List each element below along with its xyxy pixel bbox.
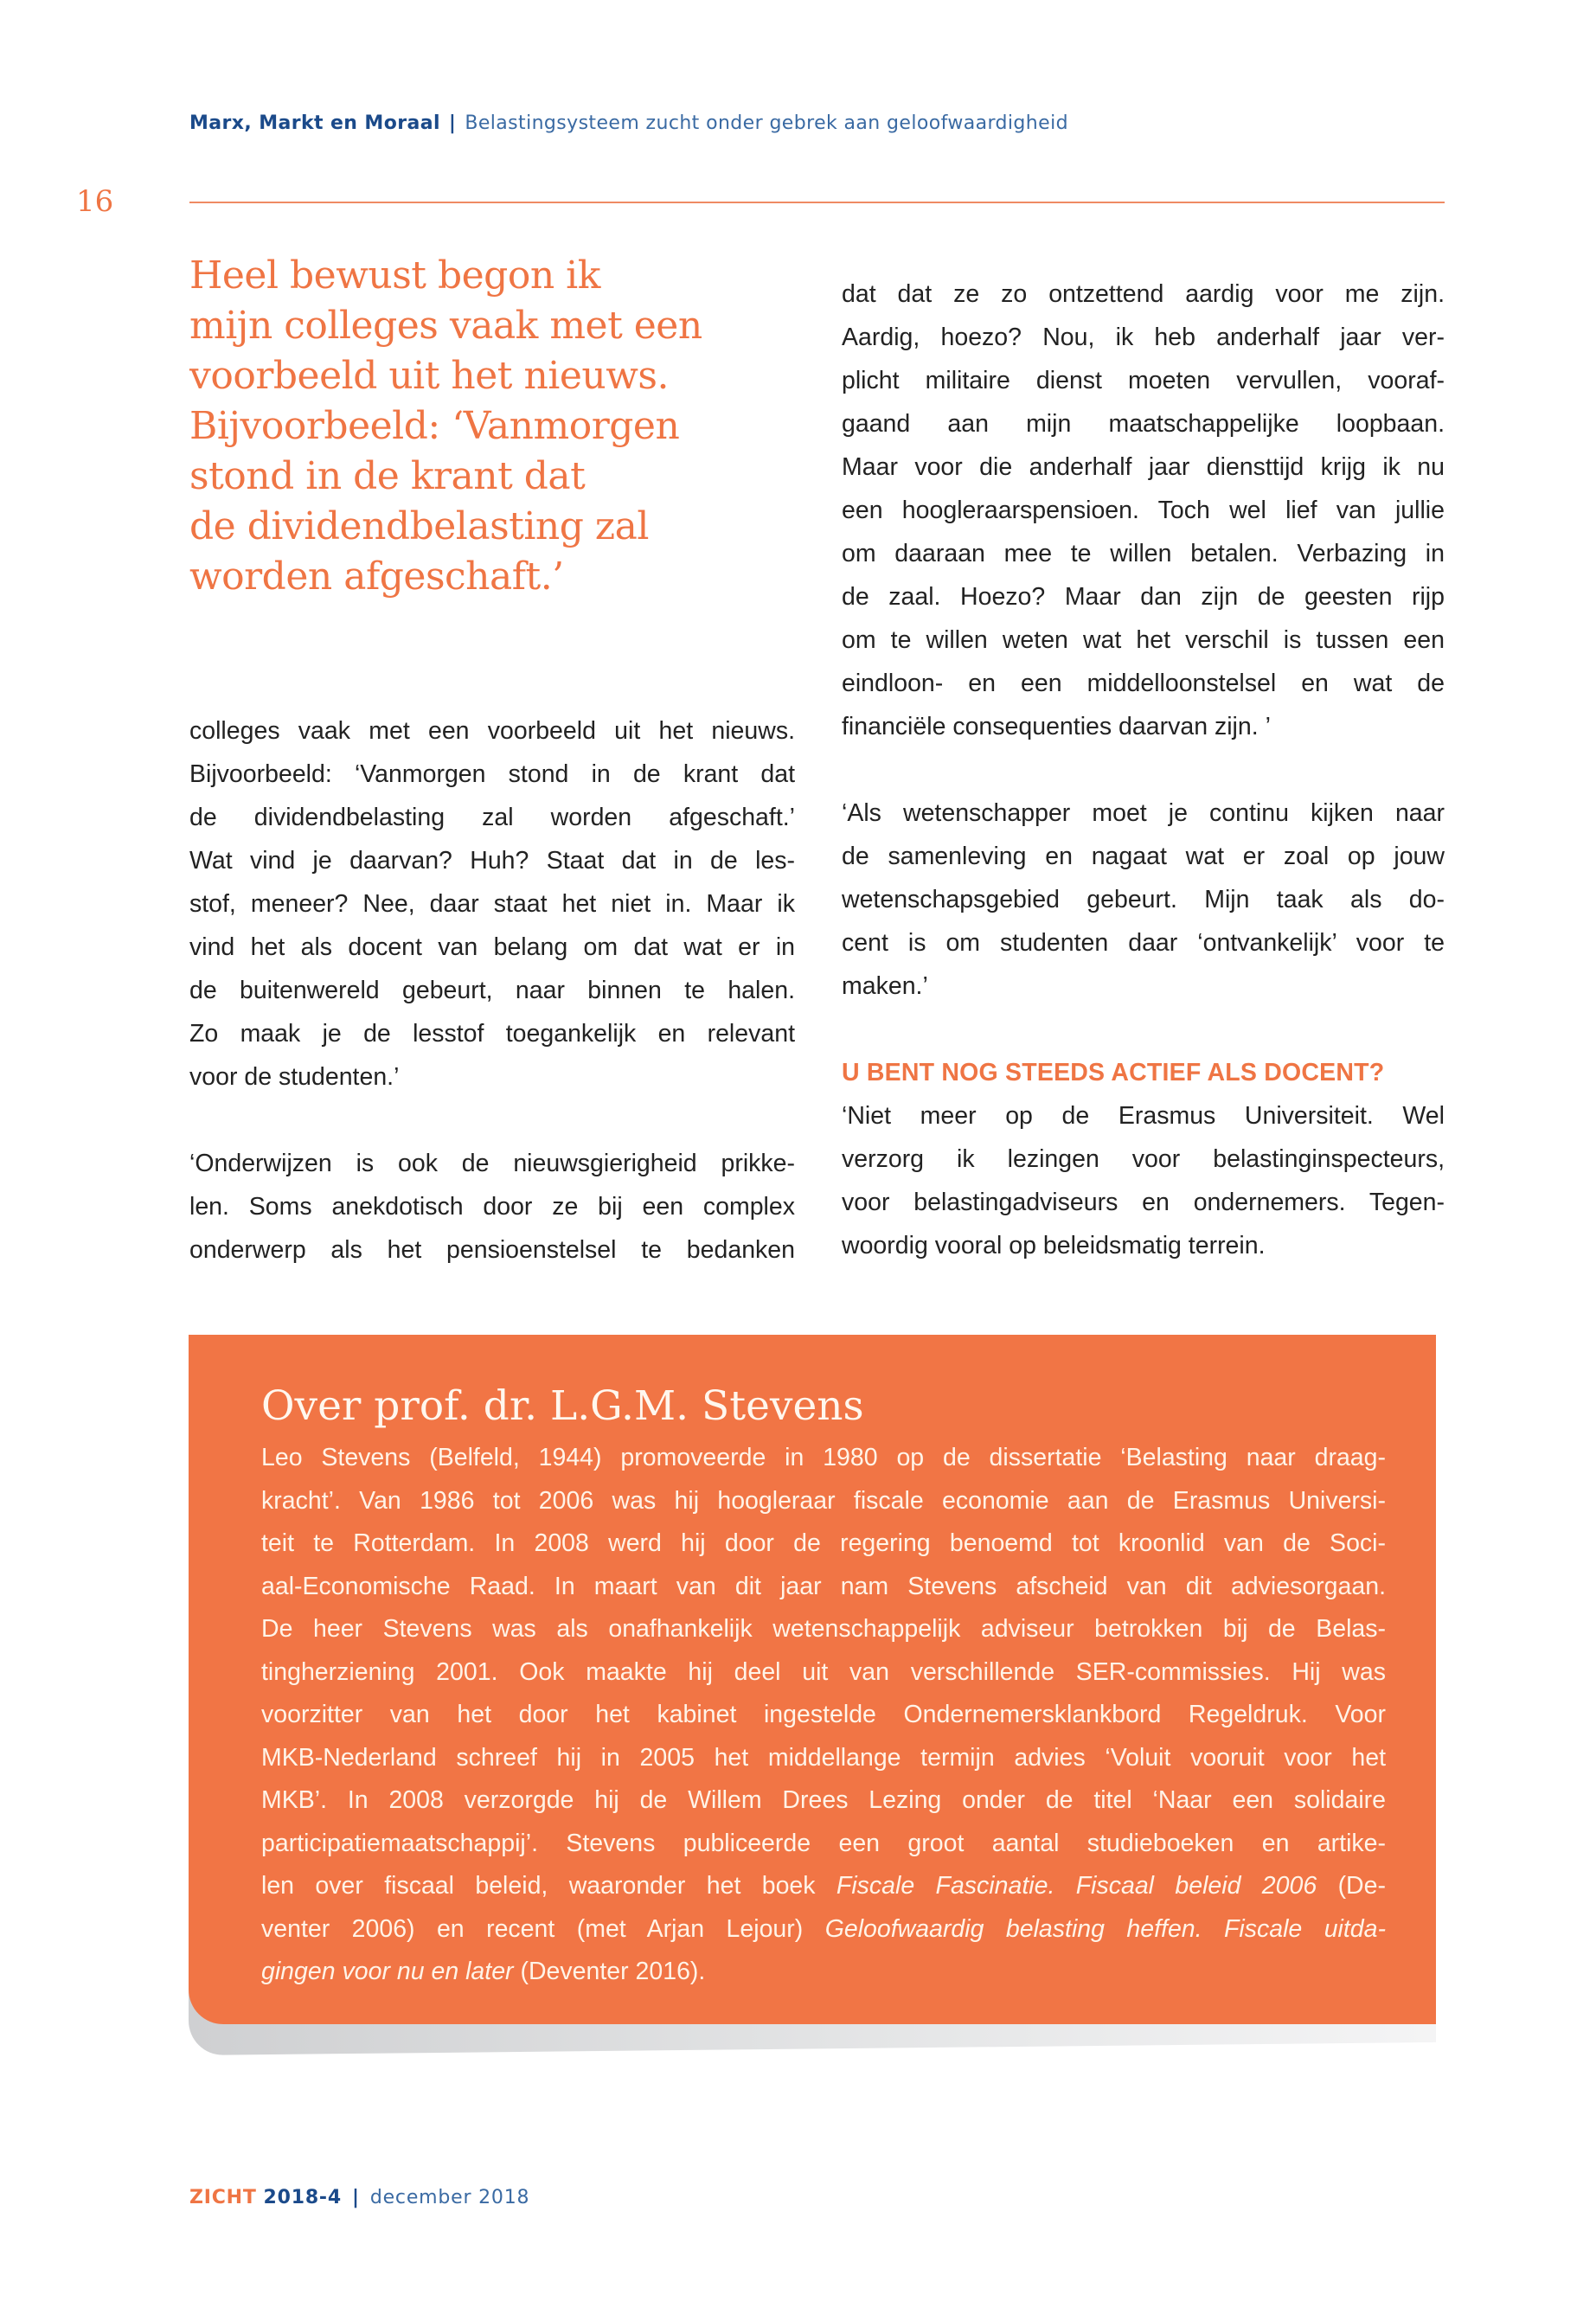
bio-line: De heer Stevens was als onafhankelijk wetenschappelijk adviseur betrokken bij de Belas- bbox=[261, 1615, 1386, 1643]
header-separator: | bbox=[448, 112, 457, 134]
bio-line bbox=[261, 1865, 1386, 1908]
text-line: ‘Als wetenschapper moet je continu kijken naar bbox=[842, 799, 1445, 827]
bio-line: voorzitter van het door het kabinet ingestelde Ondernemersklankbord Regeldruk. Voor bbox=[261, 1701, 1386, 1728]
pull-quote-line: de dividendbelasting zal bbox=[189, 504, 649, 548]
text-line: maken.’ bbox=[842, 972, 928, 1000]
text-line: woordig vooral op beleidsmatig terrein. bbox=[842, 1232, 1266, 1259]
bio-box bbox=[189, 1335, 1436, 2024]
text-line: eindloon- en een middelloonstelsel en wat de bbox=[842, 670, 1445, 697]
text-line: ‘Niet meer op de Erasmus Universiteit. Wel bbox=[842, 1102, 1445, 1130]
pull-quote bbox=[189, 251, 778, 602]
bio-line bbox=[261, 1951, 1386, 1994]
bio-line bbox=[261, 1908, 1386, 1952]
right-text-column bbox=[842, 272, 1445, 1267]
text-line: plicht militaire dienst moeten vervullen, vooraf- bbox=[842, 367, 1445, 394]
magazine-name: ZICHT bbox=[189, 2187, 257, 2208]
article-subtitle: Belastingsysteem zucht onder gebrek aan geloofwaardigheid bbox=[465, 112, 1068, 134]
text-line: dat dat ze zo ontzettend aardig voor me zijn. bbox=[842, 280, 1445, 308]
bio-text bbox=[261, 1437, 1386, 1994]
body-paragraph bbox=[842, 1094, 1445, 1267]
text-line: cent is om studenten daar ‘ontvankelijk’ voor te bbox=[842, 929, 1445, 957]
issue-number: 2018-4 bbox=[263, 2187, 342, 2208]
text-line: colleges vaak met een voorbeeld uit het nieuws. bbox=[189, 717, 795, 745]
text-line: wetenschapsgebied gebeurt. Mijn taak als do- bbox=[842, 886, 1445, 913]
bio-text-segment: (De- bbox=[1317, 1872, 1386, 1900]
bio-line: MKB-Nederland schreef hij in 2005 het middellange termijn advies ‘Voluit vooruit voor het bbox=[261, 1743, 1386, 1772]
text-line: vind het als docent van belang om dat wat er in bbox=[189, 933, 795, 961]
left-text-column bbox=[189, 709, 795, 1272]
pull-quote-line: Heel bewust begon ik bbox=[189, 253, 600, 298]
text-line: voor de studenten.’ bbox=[189, 1063, 400, 1091]
text-line: stof, meneer? Nee, daar staat het niet in. Maar ik bbox=[189, 890, 795, 918]
text-line: de zaal. Hoezo? Maar dan zijn de geesten rijp bbox=[842, 583, 1445, 611]
text-line: financiële consequenties daarvan zijn. ’ bbox=[842, 713, 1271, 740]
page-number: 16 bbox=[76, 184, 114, 219]
book-title: Geloofwaardig belasting heffen. Fiscale uitda- bbox=[824, 1914, 1386, 1943]
book-title: gingen voor nu en later bbox=[261, 1958, 514, 1985]
pull-quote-line: Bijvoorbeeld: ‘Vanmorgen bbox=[189, 404, 680, 448]
text-line: Maar voor die anderhalf jaar diensttijd krijg ik nu bbox=[842, 453, 1445, 481]
bio-line: participatiemaatschappij’. Stevens publiceerde een groot aantal studieboeken en artike- bbox=[261, 1829, 1386, 1857]
text-line: om daaraan mee te willen betalen. Verbazing in bbox=[842, 540, 1445, 567]
text-line: voor belastingadviseurs en ondernemers. Tegen- bbox=[842, 1189, 1445, 1216]
text-line: de samenleving en nagaat wat er zoal op jouw bbox=[842, 843, 1445, 870]
text-line: Wat vind je daarvan? Huh? Staat dat in de les- bbox=[189, 847, 795, 875]
body-paragraph bbox=[842, 792, 1445, 1008]
body-paragraph bbox=[842, 272, 1445, 748]
bio-line: teit te Rotterdam. In 2008 werd hij door de regering benoemd tot kroonlid van de Soci- bbox=[261, 1529, 1386, 1557]
text-line: de buitenwereld gebeurt, naar binnen te halen. bbox=[189, 977, 795, 1004]
text-line: len. Soms anekdotisch door ze bij een complex bbox=[189, 1193, 795, 1221]
text-line: een hoogleraarspensioen. Toch wel lief van jullie bbox=[842, 497, 1445, 524]
header-rule-divider bbox=[189, 202, 1445, 203]
text-line: Aardig, hoezo? Nou, ik heb anderhalf jaar ver- bbox=[842, 324, 1445, 351]
text-line: Bijvoorbeeld: ‘Vanmorgen stond in de krant dat bbox=[189, 760, 795, 788]
book-title: Fiscale Fascinatie. Fiscaal beleid 2006 bbox=[836, 1872, 1317, 1900]
bio-text-segment: len over fiscaal beleid, waaronder het boek bbox=[261, 1872, 836, 1900]
running-header bbox=[189, 112, 1068, 134]
bio-text-segment: (Deventer 2016). bbox=[513, 1958, 706, 1985]
footer-separator: | bbox=[351, 2187, 360, 2208]
pull-quote-line: mijn colleges vaak met een bbox=[189, 304, 702, 348]
series-title: Marx, Markt en Moraal bbox=[189, 112, 440, 134]
pull-quote-line: stond in de krant dat bbox=[189, 454, 586, 498]
bio-title: Over prof. dr. L.G.M. Stevens bbox=[261, 1382, 864, 1430]
bio-text-segment: venter 2006) en recent (met Arjan Lejour) bbox=[261, 1914, 825, 1943]
body-paragraph bbox=[189, 1142, 795, 1272]
body-paragraph bbox=[189, 709, 795, 1099]
issue-date: december 2018 bbox=[369, 2187, 530, 2208]
text-line: de dividendbelasting zal worden afgeschaft.’ bbox=[189, 804, 795, 831]
bio-line: tingherziening 2001. Ook maakte hij deel uit van verschillende SER-commissies. Hij was bbox=[261, 1657, 1386, 1686]
text-line: gaand aan mijn maatschappelijke loopbaan. bbox=[842, 410, 1445, 438]
page-footer bbox=[189, 2187, 529, 2208]
pull-quote-line: worden afgeschaft.’ bbox=[189, 554, 564, 599]
bio-line: Leo Stevens (Belfeld, 1944) promoveerde in 1980 op de dissertatie ‘Belasting naar draag- bbox=[261, 1444, 1386, 1471]
bio-line: kracht’. Van 1986 tot 2006 was hij hoogleraar fiscale economie aan de Erasmus Universi- bbox=[261, 1486, 1386, 1515]
bio-line: MKB’. In 2008 verzorgde hij de Willem Drees Lezing onder de titel ‘Naar een solidaire bbox=[261, 1786, 1386, 1814]
question-heading: U BENT NOG STEEDS ACTIEF ALS DOCENT? bbox=[842, 1059, 1385, 1086]
text-line: Zo maak je de lesstof toegankelijk en relevant bbox=[189, 1020, 795, 1048]
bio-line: aal-Economische Raad. In maart van dit jaar nam Stevens afscheid van dit adviesorgaan. bbox=[261, 1572, 1386, 1600]
text-line: ‘Onderwijzen is ook de nieuwsgierigheid prikke- bbox=[189, 1150, 795, 1177]
pull-quote-line: voorbeeld uit het nieuws. bbox=[189, 354, 669, 398]
text-line: om te willen weten wat het verschil is tussen een bbox=[842, 626, 1445, 654]
text-line: verzorg ik lezingen voor belastinginspecteurs, bbox=[842, 1145, 1445, 1173]
text-line: onderwerp als het pensioenstelsel te bedanken bbox=[189, 1236, 795, 1264]
